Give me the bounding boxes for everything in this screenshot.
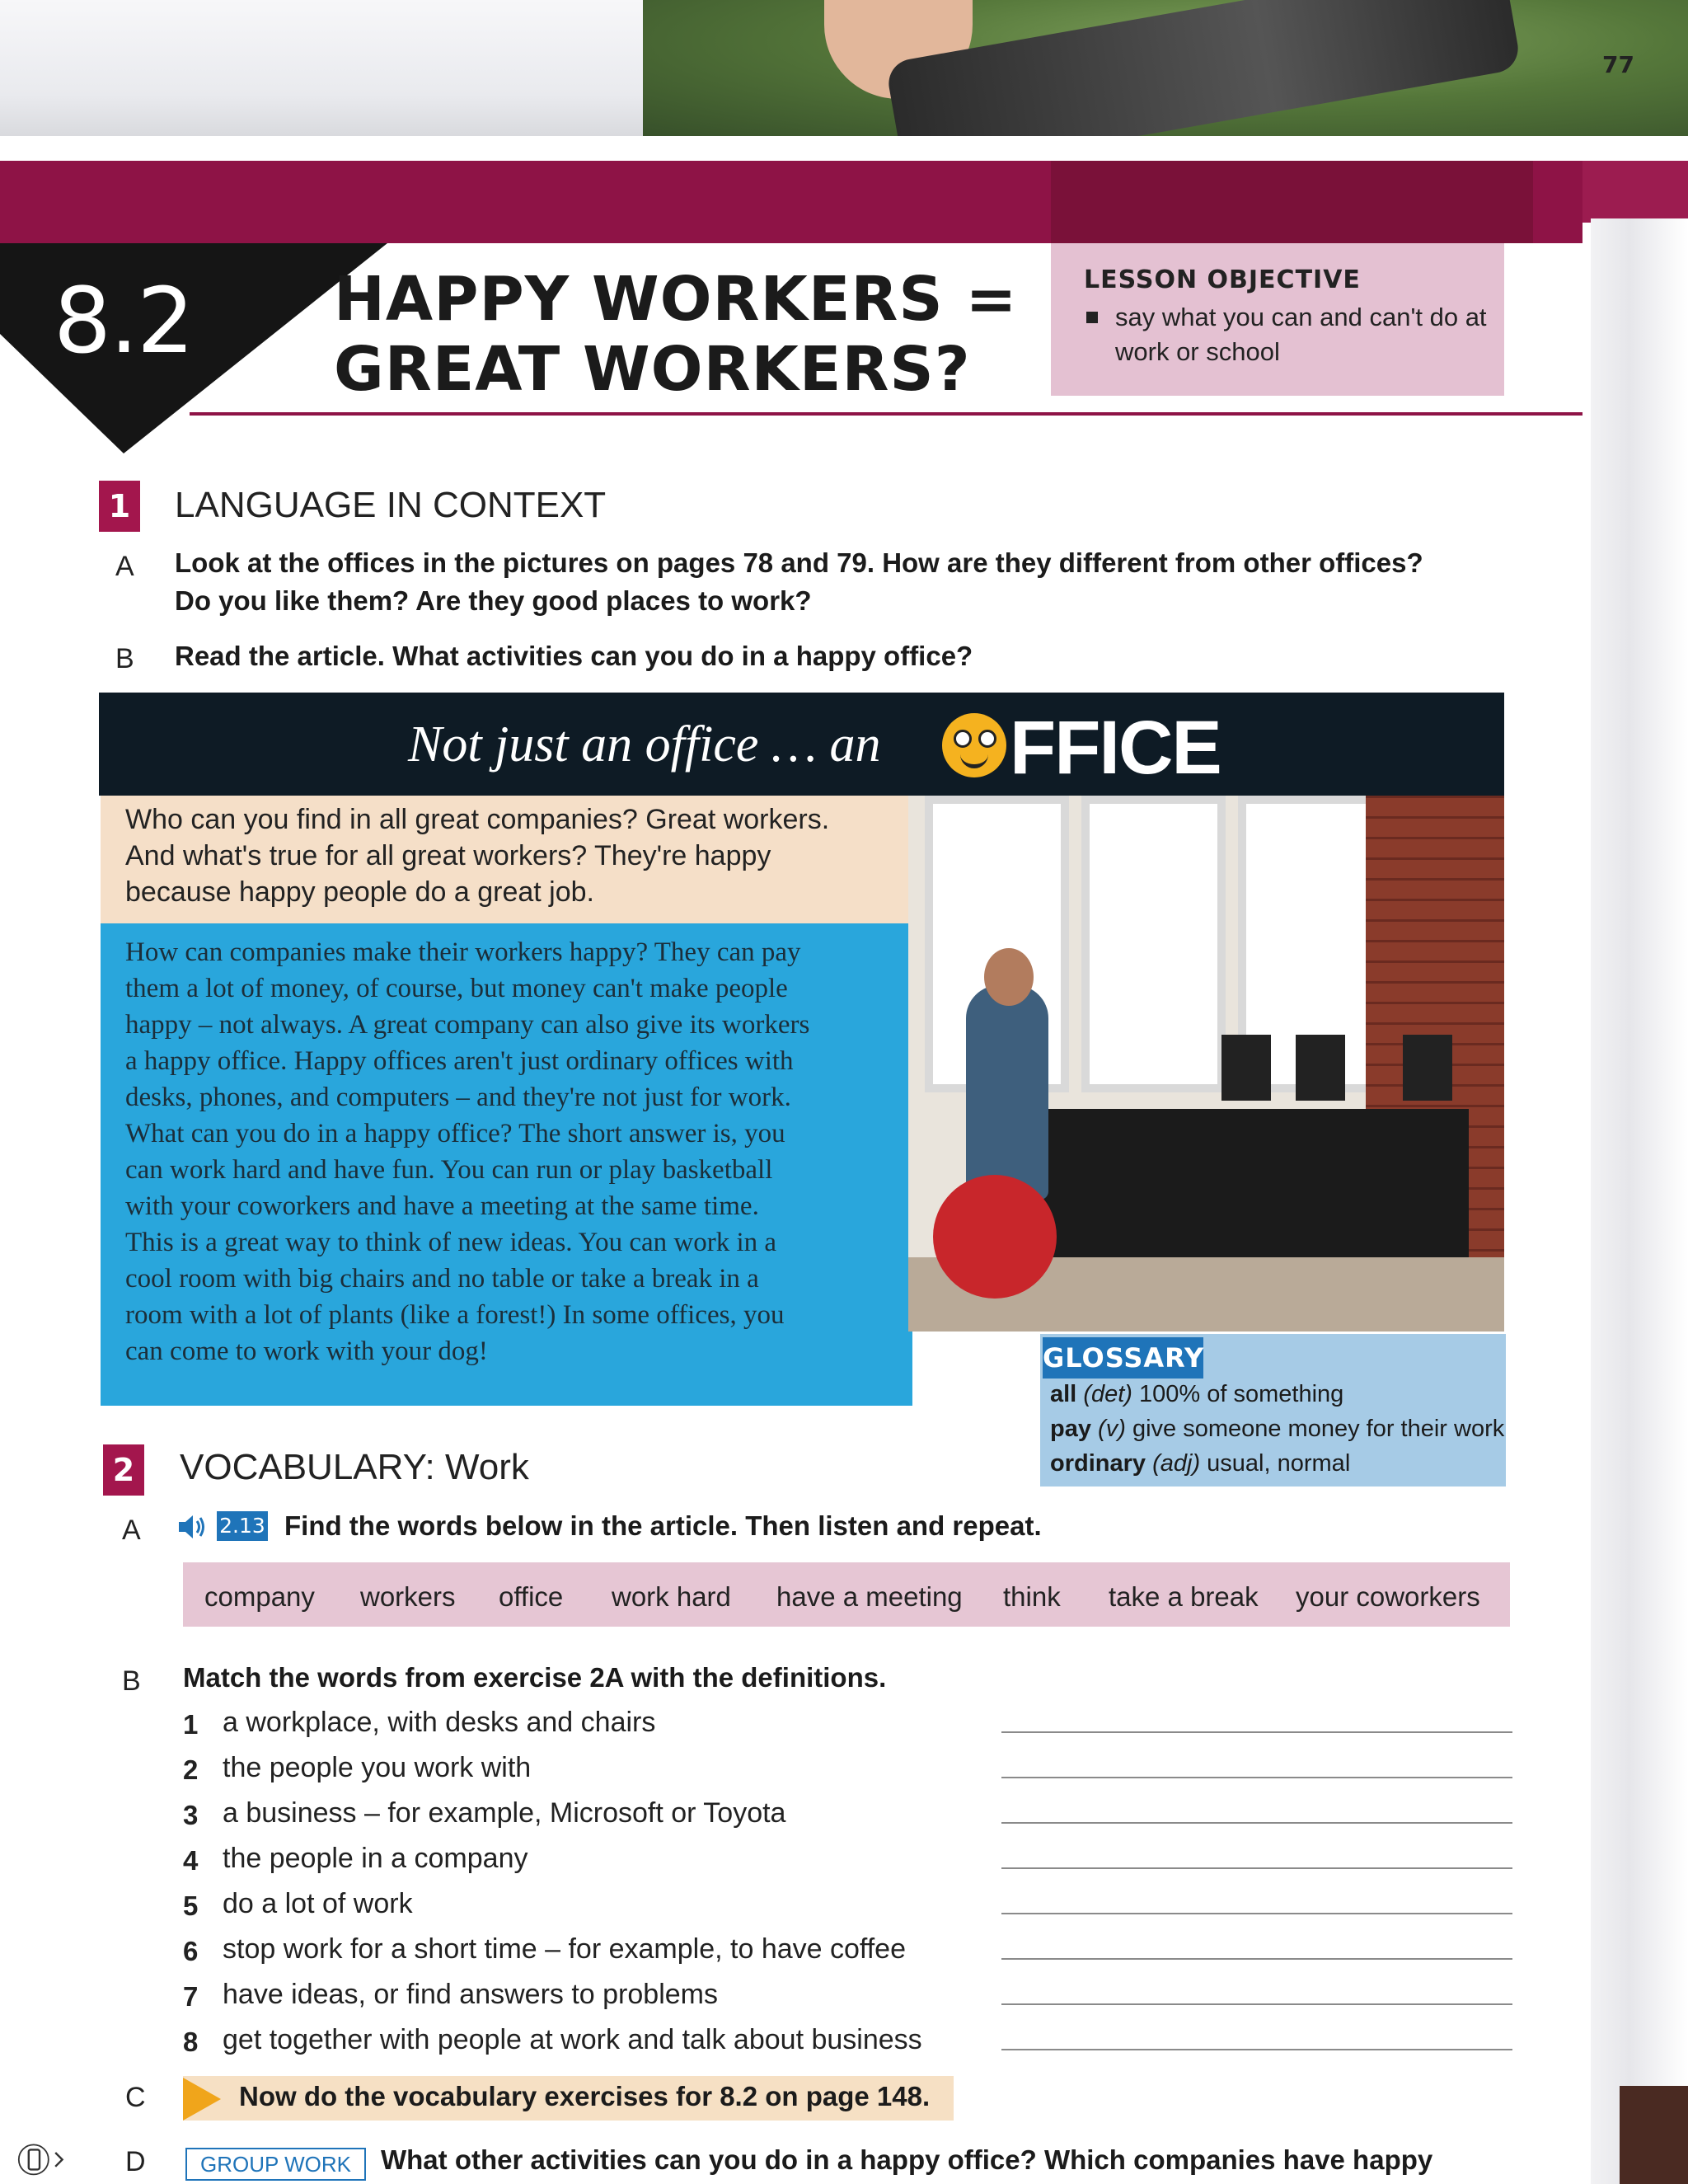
answer-line[interactable]	[1001, 1822, 1512, 1824]
mobile-phone-icon	[15, 2131, 64, 2184]
exercise-1b-letter: B	[115, 643, 134, 674]
exercise-2a-text: Find the words below in the article. Then listen and repeat.	[284, 1510, 1042, 1541]
audio-icon[interactable]	[177, 1513, 207, 1541]
exercise-1b-text: Read the article. What activities can you do in a happy office?	[175, 641, 973, 671]
intro-line: And what's true for all great workers? They're happy	[125, 840, 771, 871]
exercise-2a-letter: A	[122, 1515, 141, 1546]
definition-number: 8	[183, 2027, 199, 2057]
exercise-1a-letter: A	[115, 551, 134, 582]
definition-number: 3	[183, 1800, 199, 1830]
body-line: them a lot of money, of course, but money can't make people	[125, 974, 788, 1003]
definition-number: 1	[183, 1709, 199, 1740]
exercise-2b-letter: B	[122, 1665, 141, 1697]
glossary-heading: GLOSSARY	[1043, 1337, 1203, 1379]
lesson-objective-heading: LESSON OBJECTIVE	[1084, 265, 1361, 294]
glossary-item: ordinary (adj) usual, normal	[1050, 1450, 1351, 1477]
definition-text: have ideas, or find answers to problems	[223, 1979, 718, 2010]
section-2-title: VOCABULARY: Work	[180, 1447, 529, 1487]
body-line: room with a lot of plants (like a forest!) In some offices, you	[125, 1300, 785, 1330]
office-photo	[908, 796, 1504, 1332]
exercise-2b-text: Match the words from exercise 2A with the definitions.	[183, 1662, 887, 1693]
page-number: 77	[1602, 51, 1634, 78]
group-work-badge: GROUP WORK	[185, 2148, 366, 2181]
definition-number: 5	[183, 1890, 199, 1921]
word-box-item: office	[499, 1581, 564, 1612]
glossary-item: all (det) 100% of something	[1050, 1381, 1344, 1407]
answer-line[interactable]	[1001, 1731, 1512, 1733]
exercise-1a-line2: Do you like them? Are they good places to work?	[175, 585, 812, 616]
section-2-number: 2	[103, 1444, 144, 1496]
audio-track-badge: 2.13	[217, 1511, 268, 1541]
lesson-objective-text: say what you can and can't do at work or school	[1115, 303, 1487, 366]
word-box-item: your coworkers	[1296, 1581, 1480, 1612]
answer-line[interactable]	[1001, 1913, 1512, 1914]
definition-text: get together with people at work and talk about business	[223, 2024, 922, 2055]
exercise-2c-text[interactable]: Now do the vocabulary exercises for 8.2 on page 148.	[239, 2081, 931, 2111]
intro-line: because happy people do a great job.	[125, 876, 595, 908]
article-title: Not just an office … an	[408, 716, 881, 773]
answer-line[interactable]	[1001, 1777, 1512, 1778]
word-box-item: think	[1003, 1581, 1061, 1612]
definition-text: the people in a company	[223, 1843, 528, 1874]
lesson-title-line2: GREAT WORKERS?	[334, 334, 971, 405]
article-body	[125, 934, 892, 1369]
word-box-item: have a meeting	[776, 1581, 963, 1612]
header-band-dark	[1051, 161, 1533, 243]
exercise-1a-text	[175, 544, 1510, 620]
body-line: cool room with big chairs and no table or take a break in a	[125, 1264, 759, 1294]
body-line: with your coworkers and have a meeting at the same time.	[125, 1191, 759, 1221]
body-line: a happy office. Happy offices aren't just ordinary offices with	[125, 1046, 794, 1076]
answer-line[interactable]	[1001, 1867, 1512, 1869]
section-1-number: 1	[99, 481, 140, 532]
exercise-2c-letter: C	[125, 2082, 146, 2113]
article-title-office: FFICE	[1010, 706, 1221, 790]
arrow-icon	[183, 2078, 221, 2121]
intro-line: Who can you find in all great companies? Great workers.	[125, 804, 830, 835]
definition-text: do a lot of work	[223, 1888, 413, 1919]
exercise-2d-letter: D	[125, 2146, 146, 2177]
page-edge	[1591, 218, 1688, 2184]
definition-number: 2	[183, 1754, 199, 1785]
definition-text: a business – for example, Microsoft or Toyota	[223, 1797, 786, 1829]
answer-line[interactable]	[1001, 2049, 1512, 2050]
lesson-title-line1: HAPPY WORKERS =	[334, 264, 1018, 335]
smiley-icon	[942, 713, 1006, 777]
exercise-2d-text: What other activities can you do in a happy office? Which companies have happy	[381, 2144, 1433, 2175]
body-line: can work hard and have fun. You can run or play basketball	[125, 1155, 773, 1185]
header-band-right	[1582, 161, 1688, 223]
word-box-item: work hard	[612, 1581, 731, 1612]
title-rule	[190, 412, 1582, 416]
body-line: happy – not always. A great company can also give its workers	[125, 1010, 810, 1040]
exercise-1a-line1: Look at the offices in the pictures on pages 78 and 79. How are they different from other offices?	[175, 547, 1423, 578]
body-line: can come to work with your dog!	[125, 1336, 488, 1366]
bullet-icon	[1086, 312, 1098, 323]
definition-text: stop work for a short time – for example, to have coffee	[223, 1933, 906, 1965]
body-line: desks, phones, and computers – and they're not just for work.	[125, 1083, 791, 1112]
article-intro	[125, 801, 892, 910]
word-box-item: take a break	[1109, 1581, 1259, 1612]
word-box-item: company	[204, 1581, 315, 1612]
word-box-item: workers	[360, 1581, 456, 1612]
definition-number: 6	[183, 1936, 199, 1966]
body-line: What can you do in a happy office? The short answer is, you	[125, 1119, 785, 1148]
body-line: This is a great way to think of new ideas. You can work in a	[125, 1228, 777, 1257]
definition-number: 7	[183, 1981, 199, 2012]
top-photo	[0, 0, 1688, 136]
definition-text: a workplace, with desks and chairs	[223, 1707, 656, 1738]
answer-line[interactable]	[1001, 2003, 1512, 2005]
definition-number: 4	[183, 1845, 199, 1876]
section-1-title: LANGUAGE IN CONTEXT	[175, 485, 607, 525]
lesson-number: 8.2	[54, 268, 193, 373]
glossary-item: pay (v) give someone money for their work	[1050, 1416, 1505, 1442]
body-line: How can companies make their workers happy? They can pay	[125, 937, 801, 967]
definition-text: the people you work with	[223, 1752, 532, 1783]
page-edge-shadow	[1620, 2086, 1688, 2184]
answer-line[interactable]	[1001, 1958, 1512, 1960]
